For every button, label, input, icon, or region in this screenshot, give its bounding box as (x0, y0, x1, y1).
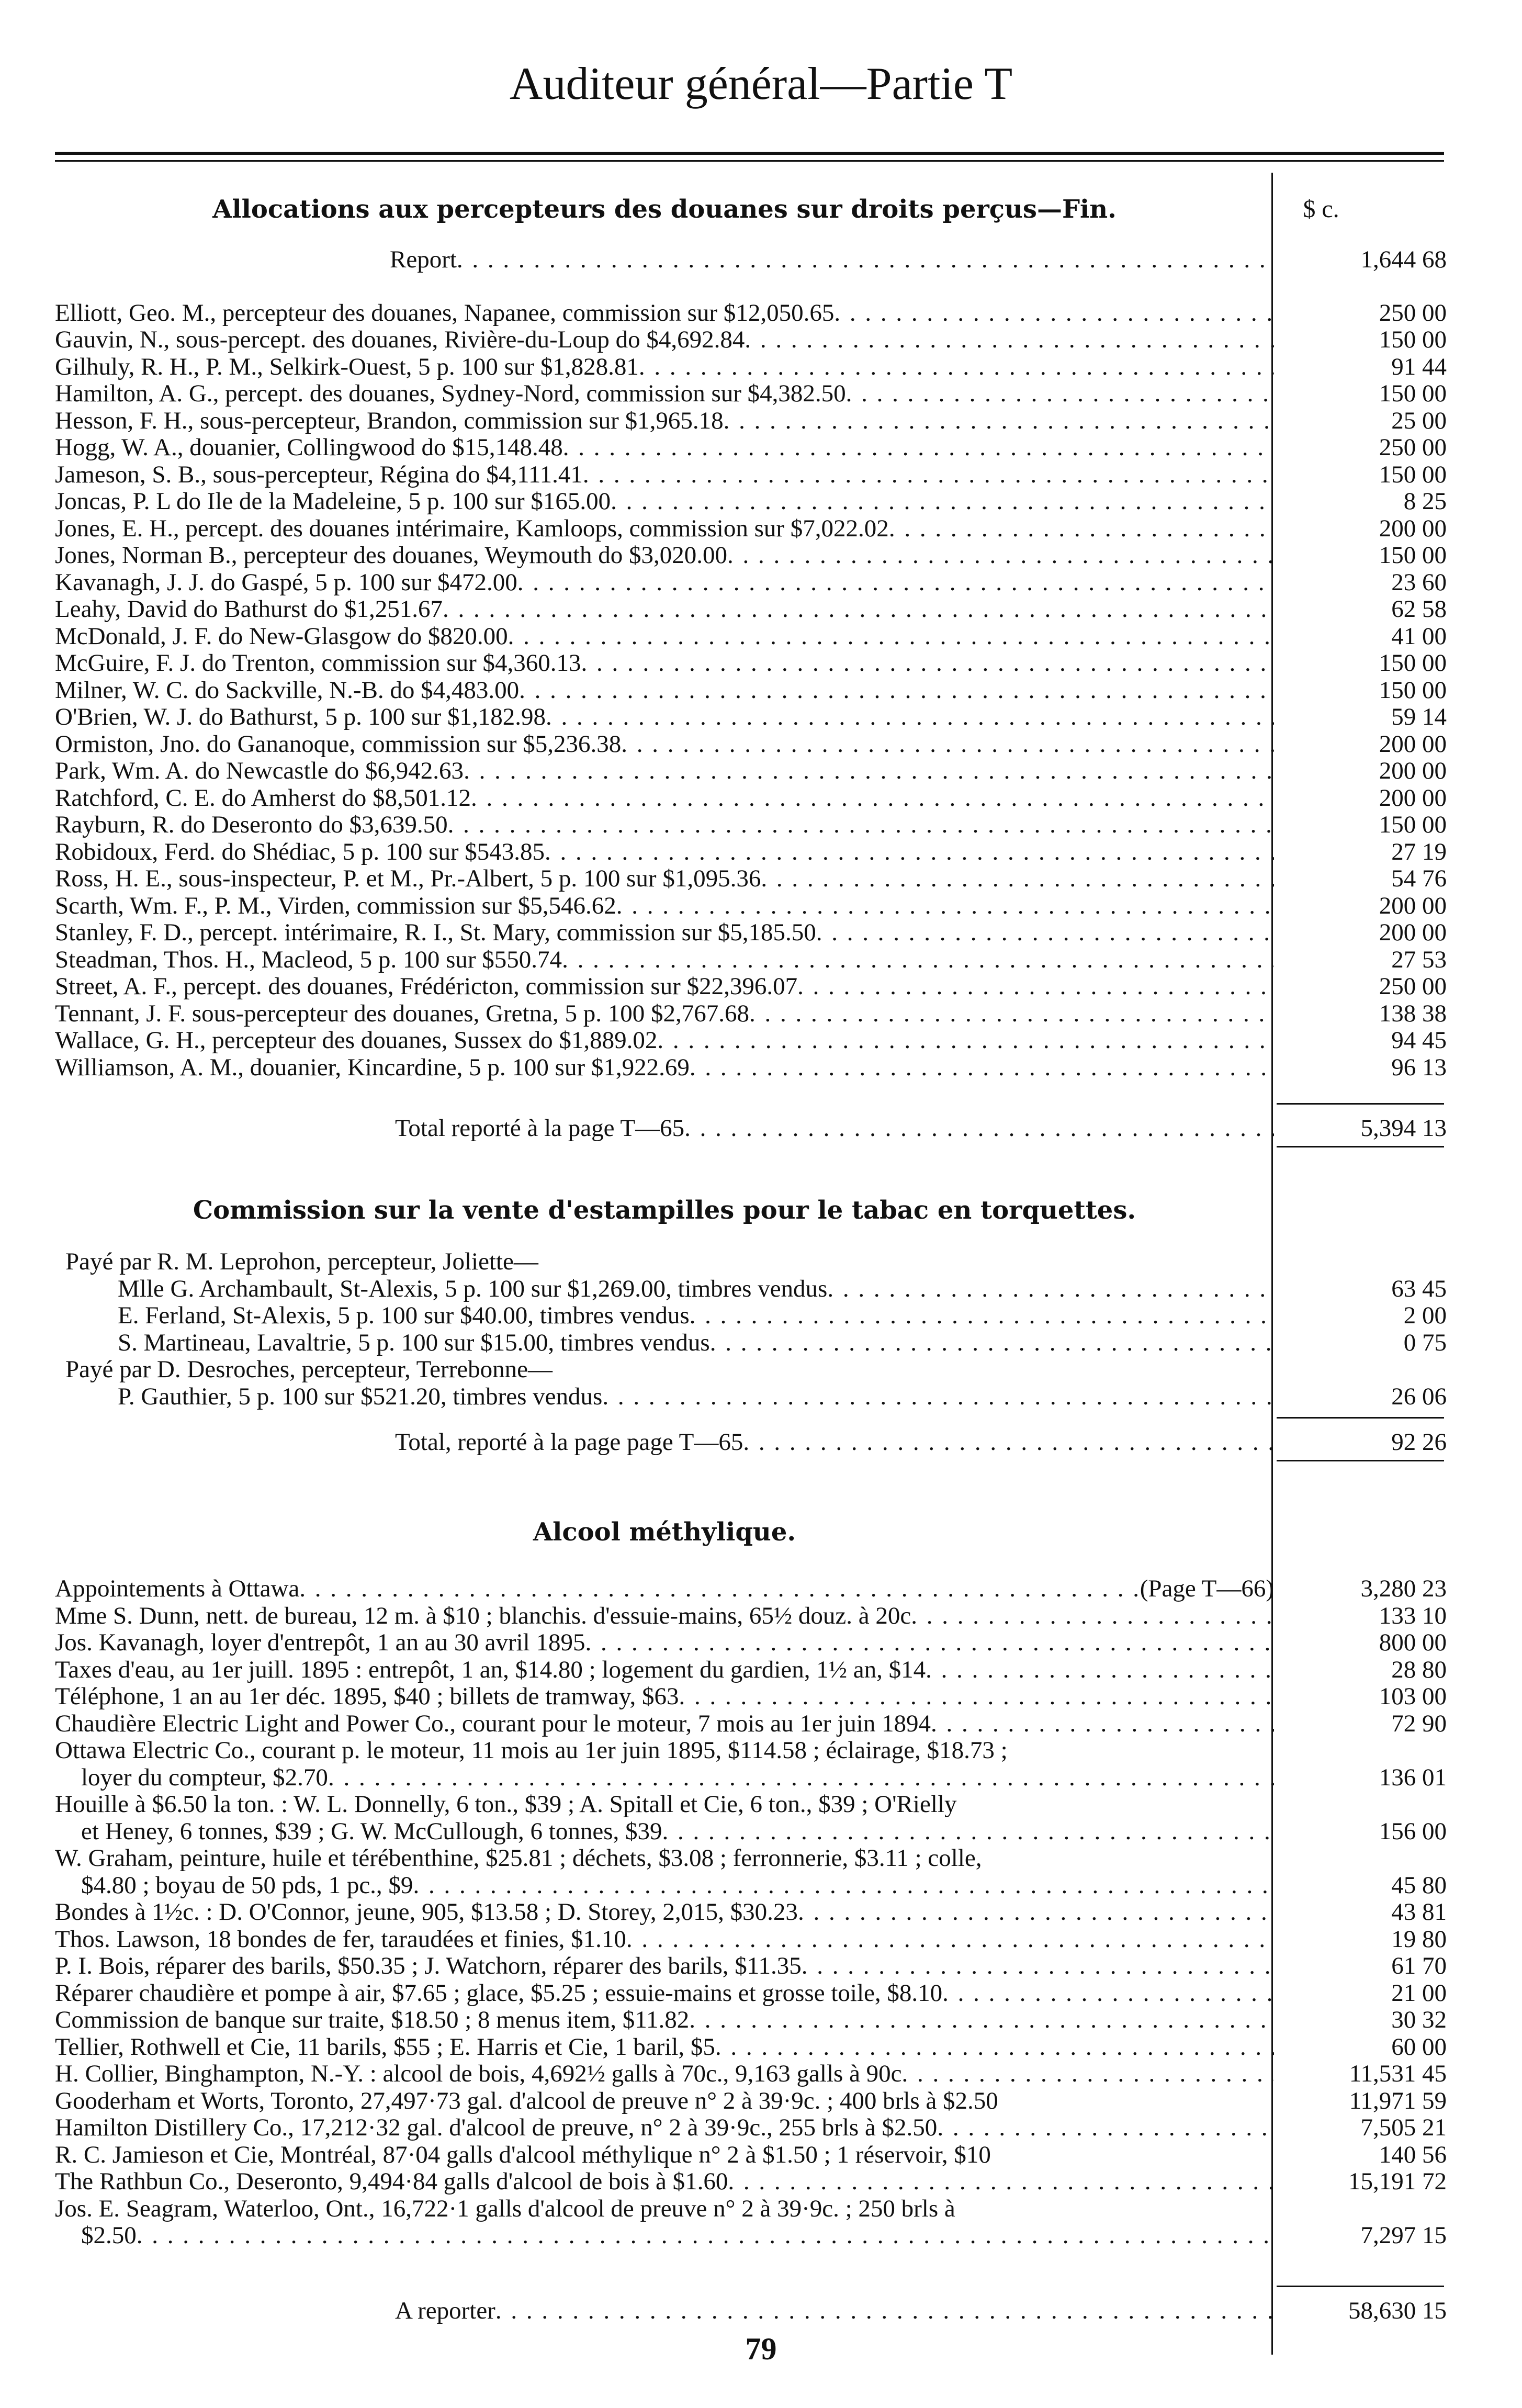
leader-dots (657, 1027, 1274, 1054)
row-description: Chaudière Electric Light and Power Co., courant pour le moteur, 7 mois au 1er juin 1894 (55, 1710, 931, 1737)
row-amount: 23 60 (1391, 569, 1447, 596)
ledger-row (55, 2033, 1447, 2061)
row-amount: 156 00 (1379, 1818, 1447, 1845)
row-amount: 103 00 (1379, 1683, 1447, 1710)
row-amount: 63 45 (1391, 1275, 1447, 1302)
leader-dots (728, 2168, 1274, 2195)
ledger-row (55, 1275, 1447, 1302)
ledger-row (55, 299, 1447, 327)
leader-dots (585, 1629, 1274, 1656)
row-amount: 60 00 (1391, 2033, 1447, 2061)
row-description: Jos. E. Seagram, Waterloo, Ont., 16,722·1 galls d'alcool de preuve n° 2 à 39·9c. ; 250 brls à (55, 2195, 955, 2222)
ledger-row (55, 2114, 1447, 2141)
leader-dots (745, 326, 1274, 353)
row-description: Williamson, A. M., douanier, Kincardine, 5 p. 100 sur $1,922.69 (55, 1054, 690, 1081)
row-description: Jos. Kavanagh, loyer d'entrepôt, 1 an au 30 avril 1895 (55, 1629, 585, 1656)
row-description: Thos. Lawson, 18 bondes de fer, taraudées et finies, $1.10 (55, 1926, 626, 1953)
row-description: Appointements à Ottawa (55, 1575, 300, 1602)
row-amount: 8 25 (1403, 488, 1447, 515)
ledger-row (55, 1979, 1447, 2007)
row-description: Report (390, 246, 457, 273)
row-description: McDonald, J. F. do New-Glasgow do $820.00 (55, 623, 508, 650)
leader-dots (724, 407, 1274, 434)
leader-dots (679, 1683, 1275, 1710)
leader-dots (816, 919, 1274, 946)
row-amount: 250 00 (1379, 299, 1447, 327)
row-amount: 200 00 (1379, 757, 1447, 784)
row-amount: 2 00 (1403, 1302, 1447, 1329)
leader-dots (621, 730, 1274, 758)
row-description: McGuire, F. J. do Trenton, commission sur $4,360.13 (55, 649, 581, 677)
leader-dots (413, 1872, 1274, 1899)
ledger-row (55, 811, 1447, 838)
row-description: Hamilton, A. G., percept. des douanes, Sydney-Nord, commission sur $4,382.50 (55, 380, 846, 407)
section-heading: Commission sur la vente d'estampilles pour le tabac en torquettes. (193, 1196, 1136, 1225)
row-amount: 200 00 (1379, 784, 1447, 812)
leader-dots (611, 488, 1274, 515)
row-amount: 7,505 21 (1360, 2114, 1447, 2141)
row-description: Jameson, S. B., sous-percepteur, Régina do $4,111.41 (55, 461, 583, 488)
row-description: Bondes à 1½c. : D. O'Connor, jeune, 905, $13.58 ; D. Storey, 2,015, $30.23 (55, 1898, 798, 1926)
row-description: Hesson, F. H., sous-percepteur, Brandon, commission sur $1,965.18 (55, 407, 724, 434)
row-description: E. Ferland, St-Alexis, 5 p. 100 sur $40.00, timbres vendus (118, 1302, 690, 1329)
leader-dots (710, 1329, 1274, 1356)
ledger-row (55, 1952, 1447, 1979)
row-description: W. Graham, peinture, huile et térébenthine, $25.81 ; déchets, $3.08 ; ferronnerie, $3.11 ; colle, (55, 1844, 982, 1872)
ledger-row (55, 1656, 1447, 1683)
row-amount: 19 80 (1391, 1926, 1447, 1953)
top-rule-thick (55, 152, 1444, 155)
row-description: Rayburn, R. do Deseronto do $3,639.50 (55, 811, 448, 838)
row-amount: 136 01 (1379, 1764, 1447, 1791)
row-description: Téléphone, 1 an au 1er déc. 1895, $40 ; billets de tramway, $63 (55, 1683, 679, 1710)
ledger-row (55, 946, 1447, 973)
row-description: loyer du compteur, $2.70 (81, 1764, 328, 1791)
leader-dots (798, 1898, 1274, 1926)
row-description: Commission de banque sur traite, $18.50 ; 8 menus item, $11.82 (55, 2006, 690, 2033)
ledger-row (55, 2006, 1447, 2033)
row-amount: 3,280 23 (1360, 1575, 1447, 1602)
ledger-row (55, 1818, 1447, 1845)
ledger-row (55, 1737, 1447, 1764)
ledger-row (55, 1710, 1447, 1737)
total-label: Total, reporté à la page page T—65 (395, 1428, 743, 1456)
row-amount: 26 06 (1391, 1383, 1447, 1410)
total-amount: 58,630 15 (1348, 2297, 1447, 2324)
row-amount: 7,297 15 (1360, 2222, 1447, 2249)
row-amount: 96 13 (1391, 1054, 1447, 1081)
row-amount: 11,531 45 (1349, 2060, 1447, 2087)
ledger-row (55, 838, 1447, 865)
row-amount: 150 00 (1379, 542, 1447, 569)
total-row (55, 1115, 1447, 1142)
row-description: Park, Wm. A. do Newcastle do $6,942.63 (55, 757, 464, 784)
total-rule (1277, 1103, 1444, 1105)
row-amount: 25 00 (1391, 407, 1447, 434)
ledger-row (55, 2141, 1447, 2168)
ledger-row (55, 1844, 1447, 1872)
ledger-row (55, 542, 1447, 569)
row-page-ref: (Page T—66) (1140, 1575, 1274, 1602)
leader-dots (328, 1764, 1274, 1791)
ledger-row (55, 2087, 1447, 2114)
row-description: Gilhuly, R. H., P. M., Selkirk-Ouest, 5 p. 100 sur $1,828.81 (55, 353, 639, 380)
row-description: $2.50 (81, 2222, 137, 2249)
row-amount: 0 75 (1403, 1329, 1447, 1356)
row-amount: 800 00 (1379, 1629, 1447, 1656)
leader-dots (471, 784, 1274, 812)
leader-dots (931, 1710, 1274, 1737)
leader-dots (926, 1656, 1274, 1683)
ledger-row (55, 515, 1447, 542)
ledger-row (55, 2060, 1447, 2087)
ledger-row (55, 353, 1447, 380)
leader-dots (761, 865, 1274, 892)
leader-dots (583, 461, 1274, 488)
row-description: Tennant, J. F. sous-percepteur des douanes, Gretna, 5 p. 100 $2,767.68 (55, 1000, 749, 1027)
leader-dots (911, 1602, 1274, 1629)
row-description: Robidoux, Ferd. do Shédiac, 5 p. 100 sur $543.85 (55, 838, 545, 865)
leader-dots (937, 2114, 1274, 2141)
row-description: Houille à $6.50 la ton. : W. L. Donnelly, 6 ton., $39 ; A. Spitall et Cie, 6 ton., $39 ; O'Rielly (55, 1791, 957, 1818)
ledger-row (55, 1683, 1447, 1710)
total-label: Total reporté à la page T—65 (395, 1115, 685, 1142)
ledger-row (55, 380, 1447, 407)
ledger-row (55, 784, 1447, 812)
ledger-row (55, 757, 1447, 784)
row-description: Payé par D. Desroches, percepteur, Terrebonne— (65, 1356, 553, 1383)
ledger-row (55, 595, 1447, 623)
leader-dots (690, 1054, 1274, 1081)
row-description: Ottawa Electric Co., courant p. le moteur, 11 mois au 1er juin 1895, $114.58 ; éclairage, $18.73 ; (55, 1737, 1008, 1764)
row-amount: 27 19 (1391, 838, 1447, 865)
row-description: Hamilton Distillery Co., 17,212·32 gal. d'alcool de preuve, n° 2 à 39·9c., 255 brls à $2.50 (55, 2114, 938, 2141)
leader-dots (827, 1275, 1274, 1302)
row-amount: 11,971 59 (1349, 2087, 1447, 2114)
total-rule (1277, 1417, 1444, 1419)
row-amount: 54 76 (1391, 865, 1447, 892)
row-description: Ormiston, Jno. do Gananoque, commission sur $5,236.38 (55, 730, 622, 758)
leader-dots (562, 946, 1274, 973)
total-amount: 92 26 (1391, 1428, 1447, 1456)
row-description: Réparer chaudière et pompe à air, $7.65 ; glace, $5.25 ; essuie-mains et grosse toile, $8.10 (55, 1979, 943, 2007)
leader-dots (846, 380, 1274, 407)
row-amount: 150 00 (1379, 677, 1447, 704)
section-rule (1277, 1146, 1444, 1147)
row-amount: 138 38 (1379, 1000, 1447, 1027)
ledger-row (55, 434, 1447, 461)
ledger-row (55, 569, 1447, 596)
section-heading: Alcool méthylique. (533, 1517, 796, 1547)
ledger-row (55, 1302, 1447, 1329)
ledger-row (55, 1791, 1447, 1818)
ledger-row (55, 1898, 1447, 1926)
row-amount: 45 80 (1391, 1872, 1447, 1899)
leader-dots (546, 703, 1274, 730)
section-heading: Allocations aux percepteurs des douanes sur droits perçus—Fin. (212, 195, 1117, 224)
ledger-row (55, 1629, 1447, 1656)
ledger-row (55, 1602, 1447, 1629)
page-folio: 79 (745, 2332, 777, 2366)
row-amount: 150 00 (1379, 649, 1447, 677)
row-amount: 150 00 (1379, 461, 1447, 488)
row-amount: 15,191 72 (1348, 2168, 1447, 2195)
leader-dots (626, 1926, 1274, 1953)
ledger-row (55, 973, 1447, 1000)
total-label: A reporter (395, 2297, 495, 2324)
row-amount: 200 00 (1379, 730, 1447, 758)
row-description: Gooderham et Worts, Toronto, 27,497·73 gal. d'alcool de preuve n° 2 à 39·9c. ; 400 brls à $2.50 (55, 2087, 998, 2114)
top-rule-thin (55, 160, 1444, 162)
row-amount: 91 44 (1391, 353, 1447, 380)
row-amount: 94 45 (1391, 1027, 1447, 1054)
row-amount: 27 53 (1391, 946, 1447, 973)
row-amount: 59 14 (1391, 703, 1447, 730)
ledger-row (55, 703, 1447, 730)
row-description: H. Collier, Binghampton, N.-Y. : alcool de bois, 4,692½ galls à 70c., 9,163 galls à 90c (55, 2060, 902, 2087)
row-description: Jones, E. H., percept. des douanes intérimaire, Kamloops, commission sur $7,022.02 (55, 515, 889, 542)
leader-dots (662, 1818, 1274, 1845)
ledger-row (55, 1356, 1447, 1383)
ledger-row (55, 1000, 1447, 1027)
total-row (55, 2297, 1447, 2324)
row-description: P. Gauthier, 5 p. 100 sur $521.20, timbres vendus (118, 1383, 603, 1410)
row-amount: 43 81 (1391, 1898, 1447, 1926)
row-description: Wallace, G. H., percepteur des douanes, Sussex do $1,889.02 (55, 1027, 658, 1054)
row-amount: 62 58 (1391, 595, 1447, 623)
ledger-row (55, 623, 1447, 650)
row-description: Tellier, Rothwell et Cie, 11 barils, $55 ; E. Harris et Cie, 1 baril, $5 (55, 2033, 715, 2061)
row-amount: 61 70 (1391, 1952, 1447, 1979)
leader-dots (684, 1115, 1274, 1142)
leader-dots (443, 595, 1274, 623)
row-amount: 250 00 (1379, 973, 1447, 1000)
ledger-row (55, 488, 1447, 515)
page-title: Auditeur général—Partie T (509, 59, 1013, 109)
ledger-row (55, 2168, 1447, 2195)
ledger-row (55, 407, 1447, 434)
leader-dots (889, 515, 1274, 542)
leader-dots (902, 2060, 1274, 2087)
ledger-row (55, 892, 1447, 919)
section-rule (1277, 1460, 1444, 1461)
ledger-row (55, 1383, 1447, 1410)
row-amount: 150 00 (1379, 380, 1447, 407)
ledger-row (55, 246, 1447, 273)
row-description: Kavanagh, J. J. do Gaspé, 5 p. 100 sur $472.00 (55, 569, 517, 596)
ledger-row (55, 919, 1447, 946)
ledger-row (55, 649, 1447, 677)
row-description: Milner, W. C. do Sackville, N.-B. do $4,483.00 (55, 677, 520, 704)
leader-dots (639, 353, 1274, 380)
row-description: S. Martineau, Lavaltrie, 5 p. 100 sur $15.00, timbres vendus (118, 1329, 710, 1356)
row-amount: 200 00 (1379, 892, 1447, 919)
leader-dots (563, 434, 1274, 461)
row-amount: 72 90 (1391, 1710, 1447, 1737)
ledger-row (55, 1872, 1447, 1899)
total-rule (1277, 2286, 1444, 2287)
leader-dots (508, 623, 1274, 650)
row-description: Scarth, Wm. F., P. M., Virden, commission sur $5,546.62 (55, 892, 616, 919)
ledger-row (55, 1248, 1447, 1275)
row-amount: 41 00 (1391, 623, 1447, 650)
total-row (55, 1428, 1447, 1456)
leader-dots (448, 811, 1274, 838)
leader-dots (581, 649, 1274, 677)
row-amount: 30 32 (1391, 2006, 1447, 2033)
row-description: Hogg, W. A., douanier, Collingwood do $15,148.48 (55, 434, 563, 461)
ledger-row (55, 2222, 1447, 2249)
leader-dots (464, 757, 1274, 784)
row-description: et Heney, 6 tonnes, $39 ; G. W. McCullough, 6 tonnes, $39 (81, 1818, 662, 1845)
row-amount: 21 00 (1391, 1979, 1447, 2007)
ledger-row (55, 677, 1447, 704)
leader-dots (834, 299, 1274, 327)
leader-dots (690, 1302, 1274, 1329)
row-description: The Rathbun Co., Deseronto, 9,494·84 galls d'alcool de bois à $1.60 (55, 2168, 728, 2195)
row-description: Jones, Norman B., percepteur des douanes, Weymouth do $3,020.00 (55, 542, 727, 569)
ledger-row (55, 1926, 1447, 1953)
row-amount: 150 00 (1379, 811, 1447, 838)
row-description: Elliott, Geo. M., percepteur des douanes, Napanee, commission sur $12,050.65 (55, 299, 835, 327)
row-description: Street, A. F., percept. des douanes, Frédéricton, commission sur $22,396.07 (55, 973, 798, 1000)
leader-dots (495, 2297, 1274, 2324)
row-description: Leahy, David do Bathurst do $1,251.67 (55, 595, 443, 623)
leader-dots (797, 973, 1274, 1000)
ledger-row (55, 1575, 1447, 1602)
row-description: Ross, H. E., sous-inspecteur, P. et M., Pr.-Albert, 5 p. 100 sur $1,095.36 (55, 865, 761, 892)
leader-dots (137, 2222, 1274, 2249)
row-amount: 250 00 (1379, 434, 1447, 461)
leader-dots (545, 838, 1274, 865)
row-description: Stanley, F. D., percept. intérimaire, R. I., St. Mary, commission sur $5,185.50 (55, 919, 816, 946)
row-description: R. C. Jamieson et Cie, Montréal, 87·04 galls d'alcool méthylique n° 2 à $1.50 ; 1 réservoir, $10 (55, 2141, 991, 2168)
ledger-row (55, 1764, 1447, 1791)
row-amount: 28 80 (1391, 1656, 1447, 1683)
row-description: Ratchford, C. E. do Amherst do $8,501.12 (55, 784, 471, 812)
leader-dots (749, 1000, 1274, 1027)
ledger-row (55, 2195, 1447, 2222)
row-amount: 140 56 (1379, 2141, 1447, 2168)
leader-dots (457, 246, 1274, 273)
leader-dots (727, 542, 1274, 569)
row-amount: 200 00 (1379, 919, 1447, 946)
leader-dots (517, 569, 1274, 596)
row-description: Joncas, P. L do Ile de la Madeleine, 5 p. 100 sur $165.00 (55, 488, 611, 515)
leader-dots (715, 2033, 1274, 2061)
row-description: Mlle G. Archambault, St-Alexis, 5 p. 100 sur $1,269.00, timbres vendus (118, 1275, 828, 1302)
leader-dots (299, 1575, 1140, 1602)
row-amount: 150 00 (1379, 326, 1447, 353)
row-description: Gauvin, N., sous-percept. des douanes, Rivière-du-Loup do $4,692.84 (55, 326, 745, 353)
leader-dots (602, 1383, 1274, 1410)
total-amount: 5,394 13 (1360, 1115, 1447, 1142)
row-amount: 133 10 (1379, 1602, 1447, 1629)
row-description: Mme S. Dunn, nett. de bureau, 12 m. à $10 ; blanchis. d'essuie-mains, 65½ douz. à 20c (55, 1602, 911, 1629)
row-description: Taxes d'eau, au 1er juill. 1895 : entrepôt, 1 an, $14.80 ; logement du gardien, 1½ an, $14 (55, 1656, 926, 1683)
ledger-row (55, 865, 1447, 892)
ledger-row (55, 1027, 1447, 1054)
ledger-row (55, 461, 1447, 488)
row-description: P. I. Bois, réparer des barils, $50.35 ; J. Watchorn, réparer des barils, $11.35 (55, 1952, 802, 1979)
row-amount: 1,644 68 (1360, 246, 1447, 273)
row-amount: 200 00 (1379, 515, 1447, 542)
row-description: Payé par R. M. Leprohon, percepteur, Joliette— (65, 1248, 538, 1275)
leader-dots (942, 1979, 1274, 2007)
row-description: $4.80 ; boyau de 50 pds, 1 pc., $9 (81, 1872, 413, 1899)
leader-dots (743, 1428, 1274, 1456)
ledger-row (55, 326, 1447, 353)
leader-dots (689, 2006, 1274, 2033)
currency-header: $ c. (1303, 195, 1339, 223)
leader-dots (519, 677, 1274, 704)
leader-dots (616, 892, 1274, 919)
row-description: Steadman, Thos. H., Macleod, 5 p. 100 sur $550.74 (55, 946, 562, 973)
ledger-row (55, 1054, 1447, 1081)
ledger-row (55, 730, 1447, 758)
leader-dots (802, 1952, 1274, 1979)
row-description: O'Brien, W. J. do Bathurst, 5 p. 100 sur $1,182.98 (55, 703, 546, 730)
ledger-row (55, 1329, 1447, 1356)
